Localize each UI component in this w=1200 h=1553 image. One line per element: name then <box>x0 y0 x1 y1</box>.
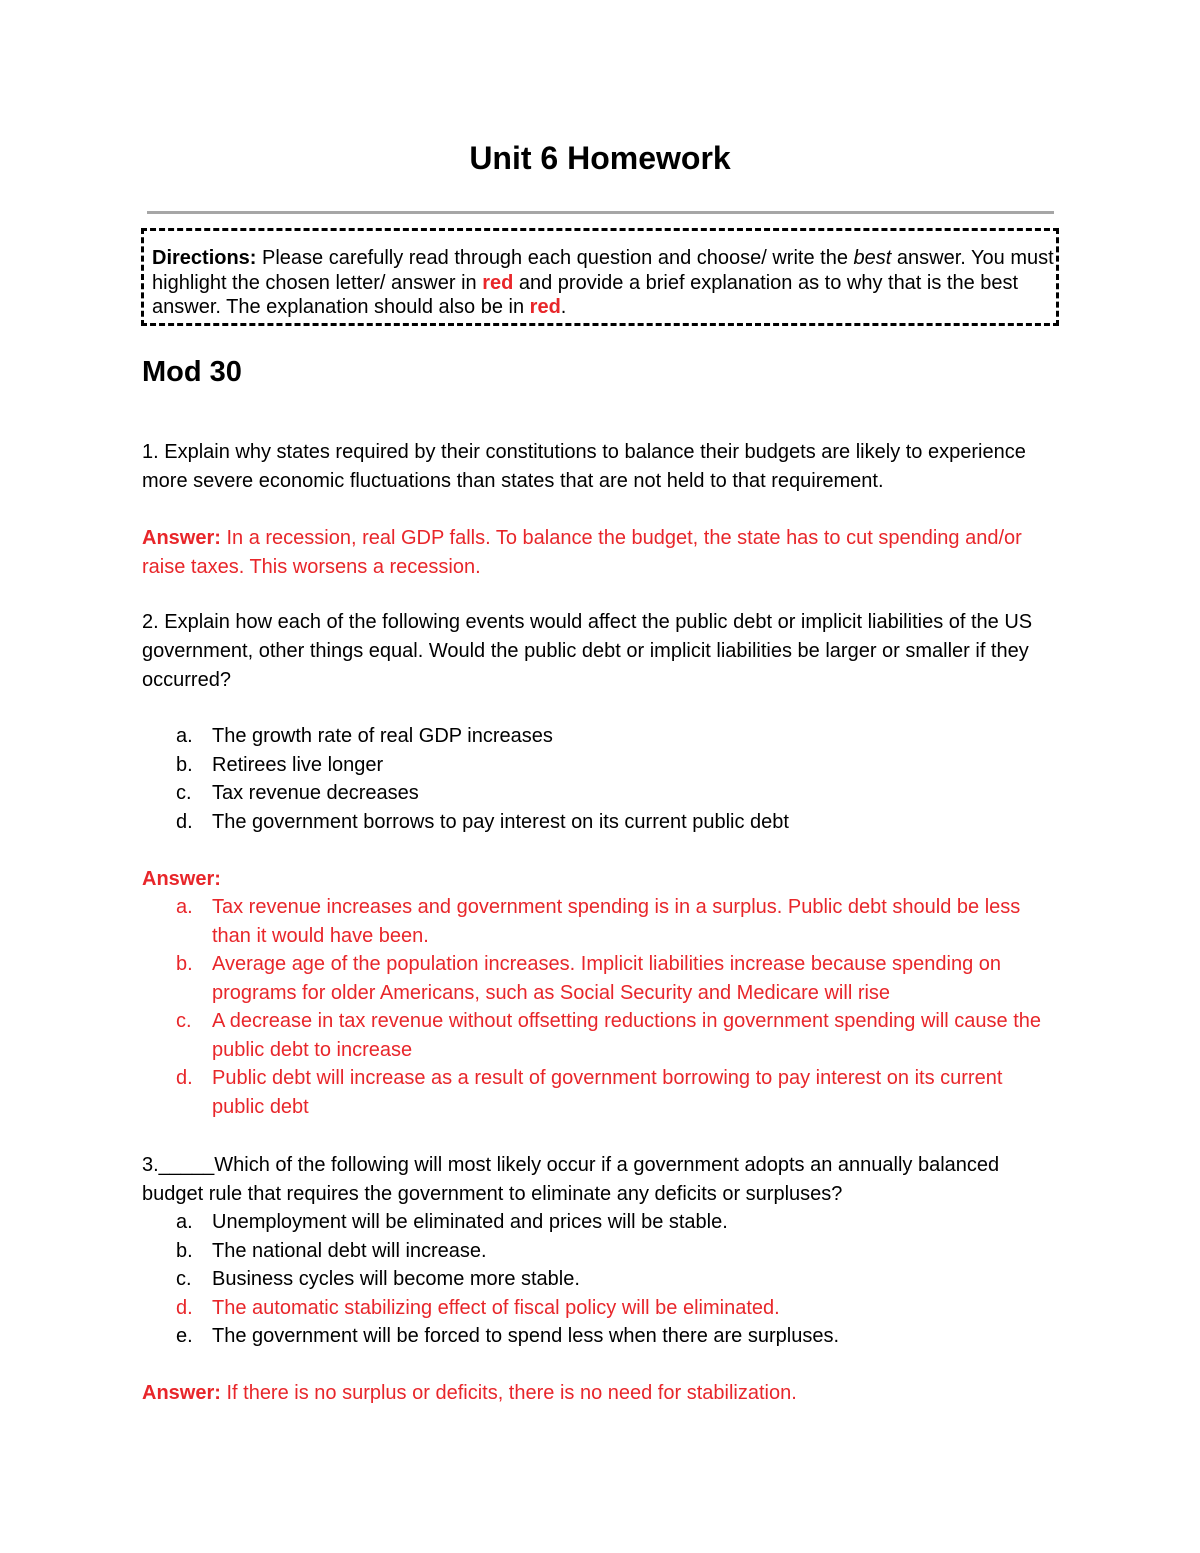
list-item <box>176 1208 1056 1237</box>
list-item <box>176 1237 1056 1266</box>
question-3-options <box>176 1208 1056 1351</box>
answer-text: A decrease in tax revenue without offsetting reductions in government spending will cause the public debt to increase <box>212 1010 1042 1061</box>
directions-red-word-1: red <box>482 271 514 294</box>
option-letter: a. <box>176 725 193 747</box>
list-item-selected <box>176 1294 1056 1323</box>
option-text: Unemployment will be eliminated and prices will be stable. <box>212 1211 728 1233</box>
option-letter: d. <box>176 810 193 833</box>
option-letter: e. <box>176 1325 193 1347</box>
question-2-options <box>176 722 1056 836</box>
directions-part-1: Please carefully read through each question and choose/ write the <box>256 247 854 269</box>
option-letter: c. <box>176 782 192 804</box>
answer-text: If there is no surplus or deficits, there is no need for stabilization. <box>220 1382 797 1404</box>
answer-text: Average age of the population increases. Implicit liabilities increase because spending on programs for older Americans, such as Social Security and Medicare will rise <box>212 953 1002 1004</box>
answer-text: In a recession, real GDP falls. To balance the budget, the state has to cut spending and/or raise taxes. This worsens a recession. <box>142 527 1022 578</box>
list-item <box>176 722 1056 751</box>
option-letter: a. <box>176 1211 193 1233</box>
directions-label: Directions: <box>152 247 257 269</box>
directions-emphasis: best <box>853 247 892 269</box>
list-item <box>176 808 1056 837</box>
option-letter: b. <box>176 1239 193 1262</box>
answer-letter: b. <box>176 953 193 975</box>
option-text: Business cycles will become more stable. <box>212 1268 580 1290</box>
question-2-answer-label: Answer: <box>142 868 221 890</box>
directions-part-4: . <box>560 296 567 318</box>
option-letter: b. <box>176 753 193 776</box>
list-item <box>176 1322 1056 1351</box>
title-divider <box>147 211 1054 214</box>
option-letter: c. <box>176 1268 192 1290</box>
directions-text <box>152 246 1057 320</box>
directions-red-word-2: red <box>529 296 561 318</box>
answer-label: Answer: <box>142 527 221 549</box>
list-item <box>176 751 1056 780</box>
question-1: 1. Explain why states required by their constitutions to balance their budgets are likely to experience more severe economic fluctuations than states that are not held to that requirement. <box>142 441 1026 492</box>
list-item <box>176 1265 1056 1294</box>
option-text: Retirees live longer <box>212 753 384 776</box>
answer-text: Public debt will increase as a result of government borrowing to pay interest on its current public debt <box>212 1067 1003 1118</box>
answer-letter: d. <box>176 1067 193 1089</box>
directions-part-2: answer. You must highlight the chosen letter/ answer in <box>152 247 1054 294</box>
answer-text: Tax revenue increases and government spending is in a surplus. Public debt should be less than it would have been. <box>212 896 1021 947</box>
directions-box <box>141 228 1059 326</box>
directions-part-3: and provide a brief explanation as to why that is the best answer. The explanation should also be in <box>152 271 1019 318</box>
page-title: Unit 6 Homework <box>469 140 731 176</box>
option-text: The government will be forced to spend less when there are surpluses. <box>212 1325 840 1347</box>
question-3-answer <box>142 1379 1052 1408</box>
option-text: The national debt will increase. <box>212 1239 487 1262</box>
question-3: 3._____Which of the following will most likely occur if a government adopts an annually balanced budget rule that requires the government to eliminate any deficits or surpluses? <box>142 1154 1000 1205</box>
option-letter: d. <box>176 1296 193 1319</box>
question-2-answers <box>176 893 1056 1121</box>
answer-letter: a. <box>176 896 193 918</box>
answer-label: Answer: <box>142 1382 221 1404</box>
list-item <box>176 893 1056 950</box>
section-heading: Mod 30 <box>142 356 242 388</box>
option-text: The government borrows to pay interest on its current public debt <box>212 810 789 833</box>
question-2: 2. Explain how each of the following events would affect the public debt or implicit liabilities of the US government, other things equal. Would the public debt or implicit liabilities be larger or smaller if they occurred? <box>142 611 1033 691</box>
list-item <box>176 779 1056 808</box>
option-text: The growth rate of real GDP increases <box>212 725 553 747</box>
question-1-answer <box>142 524 1052 582</box>
answer-letter: c. <box>176 1010 192 1032</box>
list-item <box>176 1007 1056 1064</box>
option-text: Tax revenue decreases <box>212 782 419 804</box>
list-item <box>176 1064 1056 1121</box>
option-text: The automatic stabilizing effect of fiscal policy will be eliminated. <box>212 1296 780 1319</box>
list-item <box>176 950 1056 1007</box>
